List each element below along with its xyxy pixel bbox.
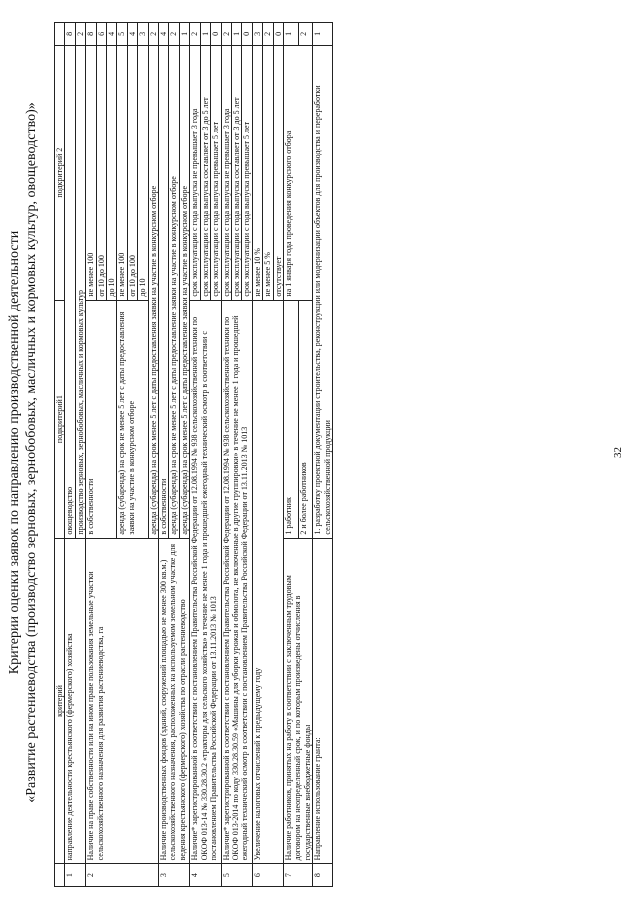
title-line-1: Критерии оценки заявок по направлению производственной деятельности [7, 230, 22, 675]
subcriterion-2-cell: не менее 100 [117, 45, 127, 300]
subcriterion-2-cell: срок эксплуатации с года выпуска не превышает 3 года [190, 45, 200, 300]
points-cell: 2 [221, 23, 231, 46]
subcriterion-2-cell: срок эксплуатации с года выпуска не превышает 3 года [221, 45, 231, 300]
row-number: 8 [313, 864, 333, 887]
title-line-2: «Развитие растениеводства (производство зерновых, зернобобовых, масличных и кормовых культур, овощеводство)» [24, 102, 39, 803]
subcriterion-2-cell: от 10 до 100 [96, 45, 106, 300]
points-cell: 0 [242, 23, 252, 46]
criterion-cell: Увеличение налоговых отчислений к предыдущему году [252, 300, 283, 864]
points-cell: 0 [273, 23, 283, 46]
points-cell: 8 [65, 23, 75, 46]
subcriterion-cell: 1 работник [283, 300, 298, 538]
points-cell: 1 [283, 23, 298, 46]
subcriterion-2-cell: до 10 [107, 45, 117, 300]
table-row [252, 23, 262, 887]
row-number: 2 [86, 864, 159, 887]
subcriterion-cell: овощеводство [65, 45, 75, 538]
criterion-cell: направление деятельности крестьянского (фермерского) хозяйства [65, 538, 86, 864]
header-points [55, 23, 65, 46]
points-cell: 0 [211, 23, 221, 46]
points-cell: 2 [298, 23, 313, 46]
points-cell: 3 [252, 23, 262, 46]
points-cell: 6 [96, 23, 106, 46]
header-subcriterion-2: подкритерий 2 [55, 45, 65, 300]
subcriterion-cell: аренда (субаренда) на срок менее 5 лет с даты предоставления заявки на участие в конкурсном отборе [148, 45, 158, 538]
table-row [86, 23, 96, 887]
table-row [313, 23, 333, 887]
points-cell: 8 [86, 23, 96, 46]
points-cell: 5 [117, 23, 127, 46]
subcriterion-2-cell: срок эксплуатации с года выпуска превышает 5 лет [211, 45, 221, 300]
points-cell: 4 [107, 23, 117, 46]
page-number: 32 [612, 447, 624, 458]
subcriterion-cell: в собственности [159, 45, 169, 538]
document-title [6, 40, 40, 865]
row-number: 1 [65, 864, 86, 887]
points-cell: 4 [127, 23, 137, 46]
subcriterion-2-cell: отсутствует [273, 45, 283, 300]
row-number: 6 [252, 864, 283, 887]
header-criterion: критерий [55, 538, 65, 864]
subcriterion-2-cell: от 10 до 100 [127, 45, 137, 300]
subcriterion-2-cell: срок эксплуатации с года выпуска превышает 5 лет [242, 45, 252, 300]
header-num [55, 864, 65, 887]
subcriterion-cell: 1. разработку проектной документации строительства, реконструкции или модернизации объектов для производства и переработки сельскохозяйственной продукции [313, 45, 333, 538]
subcriterion-cell: в собственности [86, 300, 117, 538]
points-cell: 4 [159, 23, 169, 46]
table-row [283, 23, 298, 887]
subcriterion-cell: производство зерновых, зернобобовых, масличных и кормовых культур [75, 45, 85, 538]
criterion-cell: Наличие на праве собственности или на ином праве пользования земельные участки сельскохозяйственного назначения для развития растениеводства, га [86, 538, 159, 864]
points-cell: 2 [190, 23, 200, 46]
table-header-row [55, 23, 65, 887]
row-number: 4 [190, 864, 221, 887]
subcriterion-2-cell: не менее 10 % [252, 45, 262, 300]
subcriterion-2-cell: срок эксплуатации с года выпуска составляет от 3 до 5 лет [231, 45, 241, 300]
criterion-cell: Наличие работников, принятых на работу в соответствии с заключенным трудовым договором на неопределенный срок, и по которым произведены отчисления в государственные внебюджетные фонды [283, 538, 312, 864]
criterion-cell: Наличие* зарегистрированной в соответствии с постановлением Правительства Российской Федерации от 12.08.1994 № 938 сельскохозяйственной техники по ОКОФ 013-14 № 330.28.30.2 «тракторы для сельского хозяйства» в течение не менее 1 года и прошедшей ежегодный технический осмотр в соответствии с постановлением Правительства Российской Федерации от 13.11.2013 № 1013 [190, 300, 221, 864]
points-cell: 2 [263, 23, 273, 46]
points-cell: 1 [231, 23, 241, 46]
table-row [159, 23, 169, 887]
points-cell: 2 [75, 23, 85, 46]
table-row [190, 23, 200, 887]
subcriterion-2-cell: не менее 100 [86, 45, 96, 300]
points-cell: 1 [200, 23, 210, 46]
points-cell: 2 [169, 23, 179, 46]
criteria-table [54, 22, 333, 887]
points-cell: 2 [148, 23, 158, 46]
row-number: 5 [221, 864, 252, 887]
points-cell: 1 [313, 23, 333, 46]
criterion-cell: Наличие* зарегистрированной в соответствии с постановлением Правительства Российской Федерации от 12.08.1994 № 938 сельскохозяйственной техники по ОКОФ 013-2014 по коду 330.28.30.59 «Машины для уборки урожая и обмолота, не включенные в другие группировки» в течение не менее 1 года и прошедшей ежегодный технический осмотр в соответствии с постановлением Правительства Российской Федерации от 13.11.2013 № 1013 [221, 300, 252, 864]
table-row [221, 23, 231, 887]
points-cell: 3 [138, 23, 148, 46]
subcriterion-cell: аренда (субаренда) на срок не менее 5 лет с даты предоставление заявки на участие в конкурсном отборе [169, 45, 179, 538]
subcriterion-2-cell: срок эксплуатации с года выпуска составляет от 3 до 5 лет [200, 45, 210, 300]
subcriterion-cell: аренда (субаренда) на срок менее 5 лет с даты предоставление заявки на участие в конкурсном отборе [179, 45, 189, 538]
criterion-cell: Наличие производственных фондов (зданий, сооружений площадью не менее 300 кв.м.) сельскохозяйственного назначения, расположенных на используемом земельном участке для ведения крестьянского (фермерского) хозяйства по отрасли растениеводство [159, 538, 190, 864]
table-row [65, 23, 75, 887]
subcriterion-cell: аренда (субаренда) на срок не менее 5 лет с даты предоставления заявки на участие в конкурсном отборе [117, 300, 148, 538]
header-subcriterion-1: подкритерий1 [55, 300, 65, 538]
subcriterion-2-cell: на 1 января года проведения конкурсного отбора [283, 45, 312, 300]
row-number: 3 [159, 864, 190, 887]
row-number: 7 [283, 864, 312, 887]
subcriterion-2-cell: до 10 [138, 45, 148, 300]
subcriterion-2-cell: не менее 5 % [263, 45, 273, 300]
criterion-cell: Направление использование гранта: [313, 538, 333, 864]
points-cell: 1 [179, 23, 189, 46]
subcriterion-cell: 2 и более работников [298, 300, 313, 538]
